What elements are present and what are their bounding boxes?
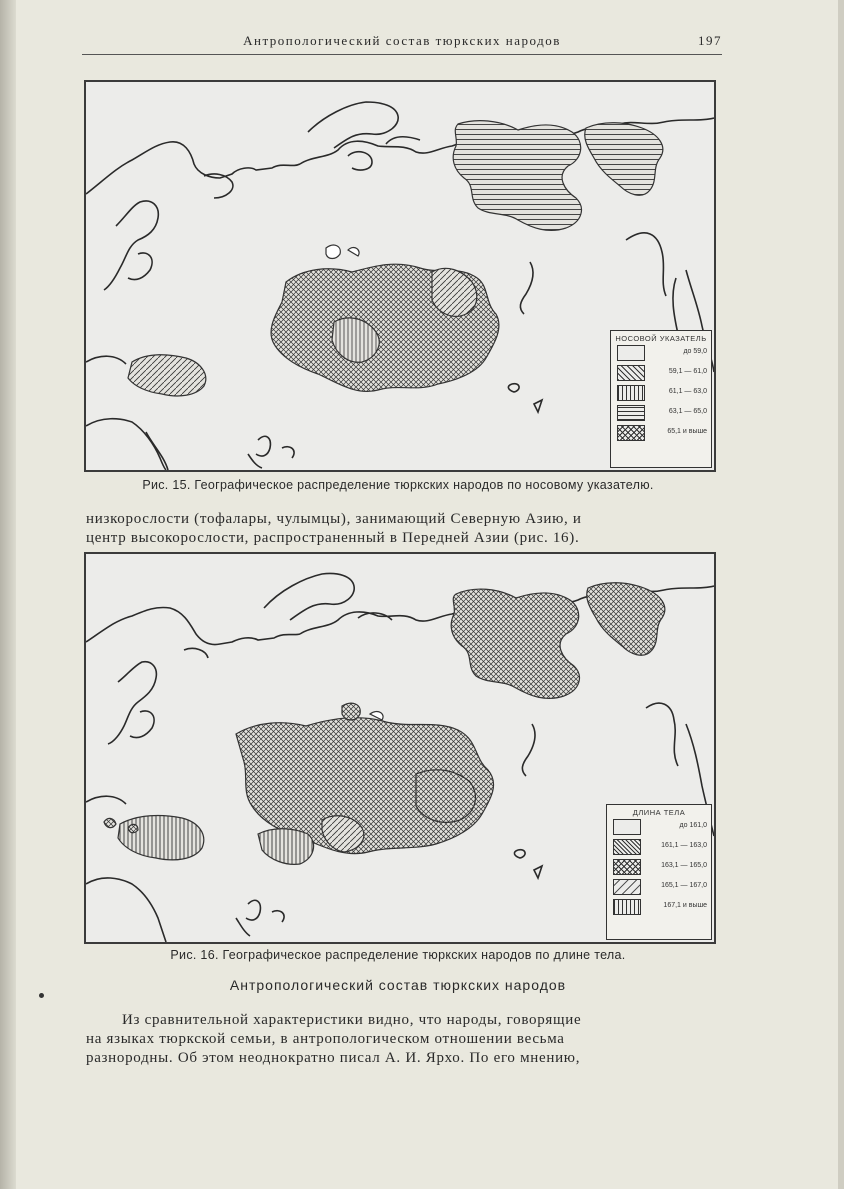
legend-15-item: до 59,0 — [611, 343, 711, 363]
legend-15-item: 65,1 и выше — [611, 423, 711, 443]
section-heading: Антропологический состав тюркских народов — [229, 977, 567, 993]
legend-15-title: НОСОВОЙ УКАЗАТЕЛЬ — [615, 334, 707, 343]
figure-16-caption: Рис. 16. Географическое распределение тюркских народов по длине тела. — [170, 948, 626, 962]
legend-16 — [606, 804, 712, 940]
book-spine-shadow — [0, 0, 16, 1189]
figure-15-map — [84, 80, 716, 472]
figure-16-map — [84, 552, 716, 944]
page-number: 197 — [698, 33, 722, 48]
body-paragraph: Из сравнительной характеристики видно, что народы, говорящие на языках тюркской семьи, в антропологическом отношении весьма разнородны. Об этом неоднократно писал А. И. Ярхо. По его мнению, — [86, 1012, 582, 1066]
legend-16-item: 161,1 — 163,0 — [607, 837, 711, 857]
legend-15-item: 63,1 — 65,0 — [611, 403, 711, 423]
figure-15-caption: Рис. 15. Географическое распределение тюркских народов по носовому указателю. — [142, 478, 654, 492]
legend-16-item: 167,1 и выше — [607, 897, 711, 917]
paragraph-continued: низкорослости (тофалары, чулымцы), занимающий Северную Азию, и центр высокорослости, распространенный в Передней Азии (рис. 16). — [86, 511, 582, 546]
legend-15-item: 59,1 — 61,0 — [611, 363, 711, 383]
legend-16-item: 165,1 — 167,0 — [607, 877, 711, 897]
legend-15-item: 61,1 — 63,0 — [611, 383, 711, 403]
running-header — [82, 32, 722, 55]
legend-15 — [610, 330, 712, 468]
legend-16-title: ДЛИНА ТЕЛА — [632, 808, 686, 817]
legend-16-item: до 161,0 — [607, 817, 711, 837]
legend-16-item: 163,1 — 165,0 — [607, 857, 711, 877]
running-title: Антропологический состав тюркских народов — [243, 33, 561, 48]
ink-speck — [39, 993, 44, 998]
page-edge — [838, 0, 844, 1189]
